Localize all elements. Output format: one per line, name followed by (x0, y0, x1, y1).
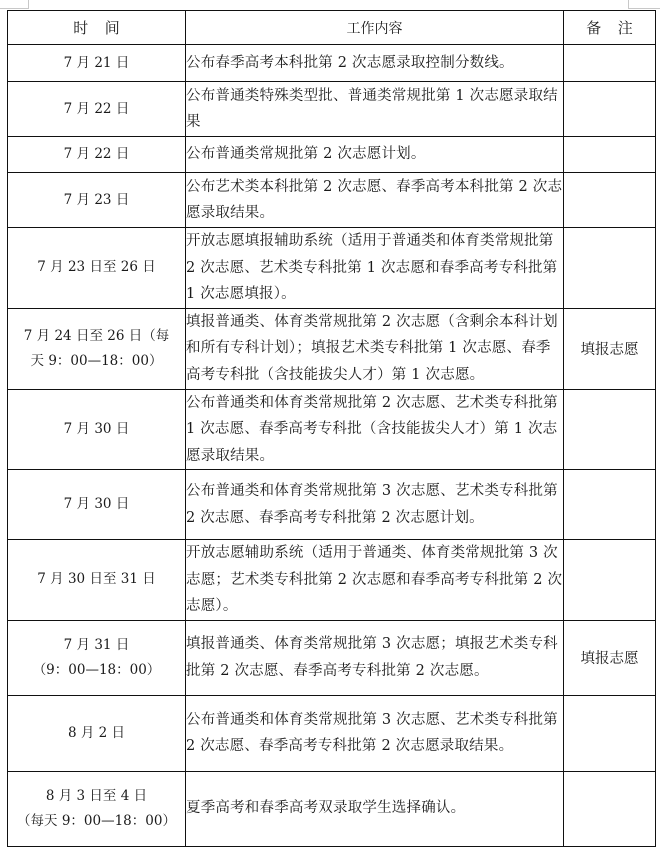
content-cell: 填报普通类、体育类常规批第 3 次志愿；填报艺术类专科批第 2 次志愿、春季高考专科批第 2 次志愿。 (186, 620, 564, 695)
time-line-1: 7 月 21 日 (63, 54, 130, 71)
note-cell (564, 771, 656, 846)
table-row (8, 695, 656, 771)
note-cell (564, 695, 656, 771)
note-cell (564, 470, 656, 540)
time-cell (8, 695, 186, 771)
header-note-char1: 备 (586, 19, 602, 37)
note-cell (564, 389, 656, 470)
content-cell: 填报普通类、体育类常规批第 2 次志愿（含剩余本科计划和所有专科计划）；填报艺术类专科批第 1 次志愿、春季高考专科批（含技能拔尖人才）第 1 次志愿。 (186, 308, 564, 389)
time-line-1: 7 月 22 日 (63, 100, 130, 117)
header-note (564, 11, 656, 45)
table-row (8, 389, 656, 470)
header-time (8, 11, 186, 45)
time-line-1: 7 月 30 日至 31 日 (37, 571, 156, 588)
time-line-2: （每天 9：00—18：00） (17, 812, 176, 829)
header-time-char2: 间 (104, 19, 120, 37)
note-cell (564, 82, 656, 137)
header-content: 工作内容 (186, 11, 564, 45)
time-cell (8, 82, 186, 137)
time-cell (8, 173, 186, 228)
note-cell: 填报志愿 (564, 308, 656, 389)
content-cell: 夏季高考和春季高考双录取学生选择确认。 (186, 771, 564, 846)
header-time-char1: 时 (73, 19, 89, 37)
time-cell (8, 620, 186, 695)
page-corner-mark-right (628, 0, 660, 9)
table-row (8, 470, 656, 540)
time-line-1: 7 月 30 日 (63, 420, 130, 437)
time-line-2: 天 9：00—18：00） (30, 352, 163, 369)
note-cell (564, 540, 656, 621)
note-cell (564, 45, 656, 82)
time-cell (8, 771, 186, 846)
table-row (8, 228, 656, 309)
content-cell: 公布艺术类本科批第 2 次志愿、春季高考本科批第 2 次志愿录取结果。 (186, 173, 564, 228)
content-cell: 公布普通类和体育类常规批第 3 次志愿、艺术类专科批第 2 次志愿、春季高考专科批第 2 次志愿录取结果。 (186, 695, 564, 771)
time-line-1: 7 月 24 日至 26 日（每 (23, 327, 170, 344)
content-cell: 公布普通类特殊类型批、普通类常规批第 1 次志愿录取结果 (186, 82, 564, 137)
time-cell (8, 137, 186, 173)
content-cell: 公布普通类和体育类常规批第 3 次志愿、艺术类专科批第 2 次志愿、春季高考专科批第 2 次志愿计划。 (186, 470, 564, 540)
table-row (8, 620, 656, 695)
table-header-row (8, 11, 656, 45)
time-line-1: 8 月 3 日至 4 日 (45, 787, 148, 804)
time-cell (8, 45, 186, 82)
content-cell: 公布普通类常规批第 2 次志愿计划。 (186, 137, 564, 173)
time-cell (8, 470, 186, 540)
time-line-1: 7 月 23 日至 26 日 (37, 259, 156, 276)
time-line-2: （9：00—18：00） (32, 661, 161, 678)
time-cell (8, 389, 186, 470)
table-row (8, 308, 656, 389)
content-cell: 公布普通类和体育类常规批第 2 次志愿、艺术类专科批第 1 次志愿、春季高考专科批（含技能拔尖人才）第 1 次志愿录取结果。 (186, 389, 564, 470)
time-line-1: 7 月 23 日 (63, 191, 130, 208)
note-cell: 填报志愿 (564, 620, 656, 695)
table-row (8, 173, 656, 228)
table-row (8, 540, 656, 621)
time-cell (8, 540, 186, 621)
content-cell: 开放志愿填报辅助系统（适用于普通类和体育类常规批第 2 次志愿、艺术类专科批第 1 次志愿和春季高考专科批第 1 次志愿填报）。 (186, 228, 564, 309)
table-row (8, 771, 656, 846)
table-row (8, 82, 656, 137)
page-corner-mark-left (0, 0, 29, 9)
time-line-1: 7 月 22 日 (63, 146, 130, 162)
note-cell (564, 137, 656, 173)
table-row (8, 137, 656, 173)
time-line-1: 8 月 2 日 (67, 724, 126, 741)
note-cell (564, 228, 656, 309)
time-cell (8, 308, 186, 389)
note-cell (564, 173, 656, 228)
table-row (8, 45, 656, 82)
time-line-1: 7 月 31 日 (63, 636, 130, 653)
content-cell: 公布春季高考本科批第 2 次志愿录取控制分数线。 (186, 45, 564, 82)
content-cell: 开放志愿辅助系统（适用于普通类、体育类常规批第 3 次志愿；艺术类专科批第 2 次志愿和春季高考专科批第 2 次志愿）。 (186, 540, 564, 621)
time-line-1: 7 月 30 日 (63, 496, 130, 512)
header-note-char2: 注 (617, 19, 633, 37)
time-cell (8, 228, 186, 309)
admission-schedule-table (7, 10, 656, 847)
